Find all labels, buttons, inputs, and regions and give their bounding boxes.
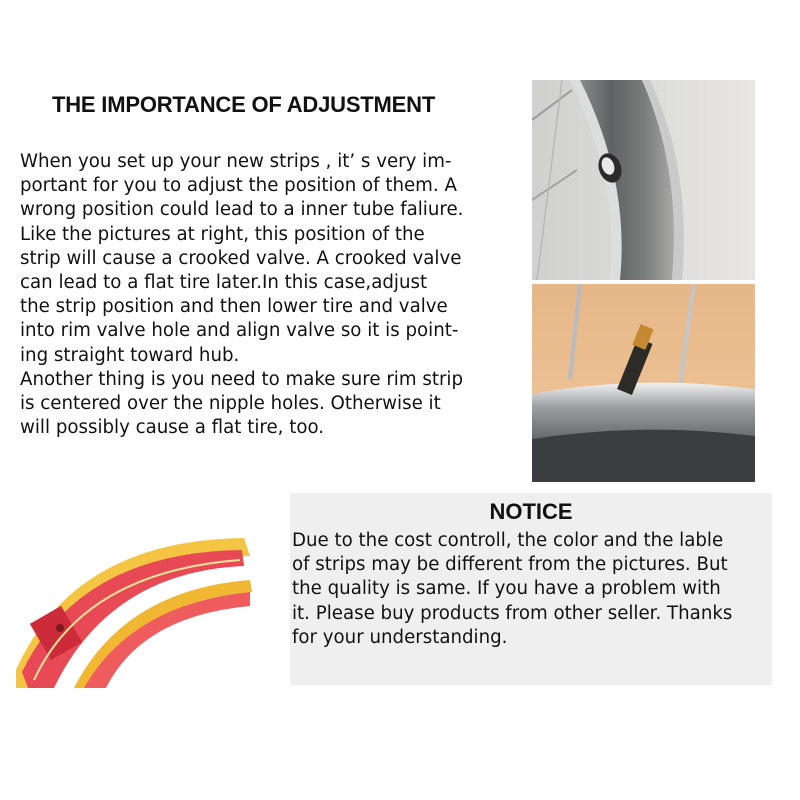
notice-box xyxy=(290,493,772,685)
adjustment-body xyxy=(20,150,500,440)
body-line: into rim valve hole and align valve so it is point- xyxy=(20,320,459,342)
notice-line: for your understanding. xyxy=(292,626,508,648)
adjustment-title: THE IMPORTANCE OF ADJUSTMENT xyxy=(52,92,436,117)
body-line: will possibly cause a flat tire, too. xyxy=(20,417,325,439)
body-line: portant for you to adjust the position of them. A xyxy=(20,175,457,197)
body-line: is centered over the nipple holes. Otherwise it xyxy=(20,393,441,415)
rim-valve-hole-photo xyxy=(532,80,755,280)
rim-strips-icon xyxy=(14,520,252,688)
body-line: Another thing is you need to make sure rim strip xyxy=(20,368,464,390)
notice-line: Due to the cost controll, the color and the lable xyxy=(292,530,724,551)
body-line: the strip position and then lower tire and valve xyxy=(20,296,448,318)
body-line: ing straight toward hub. xyxy=(20,344,240,366)
crooked-valve-icon xyxy=(532,284,755,482)
body-line: Like the pictures at right, this position of the xyxy=(20,223,425,245)
notice-line: it. Please buy products from other seller. Thanks xyxy=(292,602,733,624)
notice-title: NOTICE xyxy=(489,499,573,524)
body-line: wrong position could lead to a inner tube faliure. xyxy=(20,199,464,221)
body-line: can lead to a flat tire later.In this case,adjust xyxy=(20,272,428,294)
notice-line: of strips may be different from the pictures. But xyxy=(292,554,728,576)
rim-valve-hole-icon xyxy=(532,80,755,280)
notice-line: the quality is same. If you have a problem with xyxy=(292,578,721,600)
notice-body xyxy=(292,529,770,650)
body-line: When you set up your new strips , it’ s very im- xyxy=(20,151,452,172)
body-line: strip will cause a crooked valve. A crooked valve xyxy=(20,247,462,269)
rim-strips-photo xyxy=(14,520,252,688)
crooked-valve-photo xyxy=(532,284,755,482)
